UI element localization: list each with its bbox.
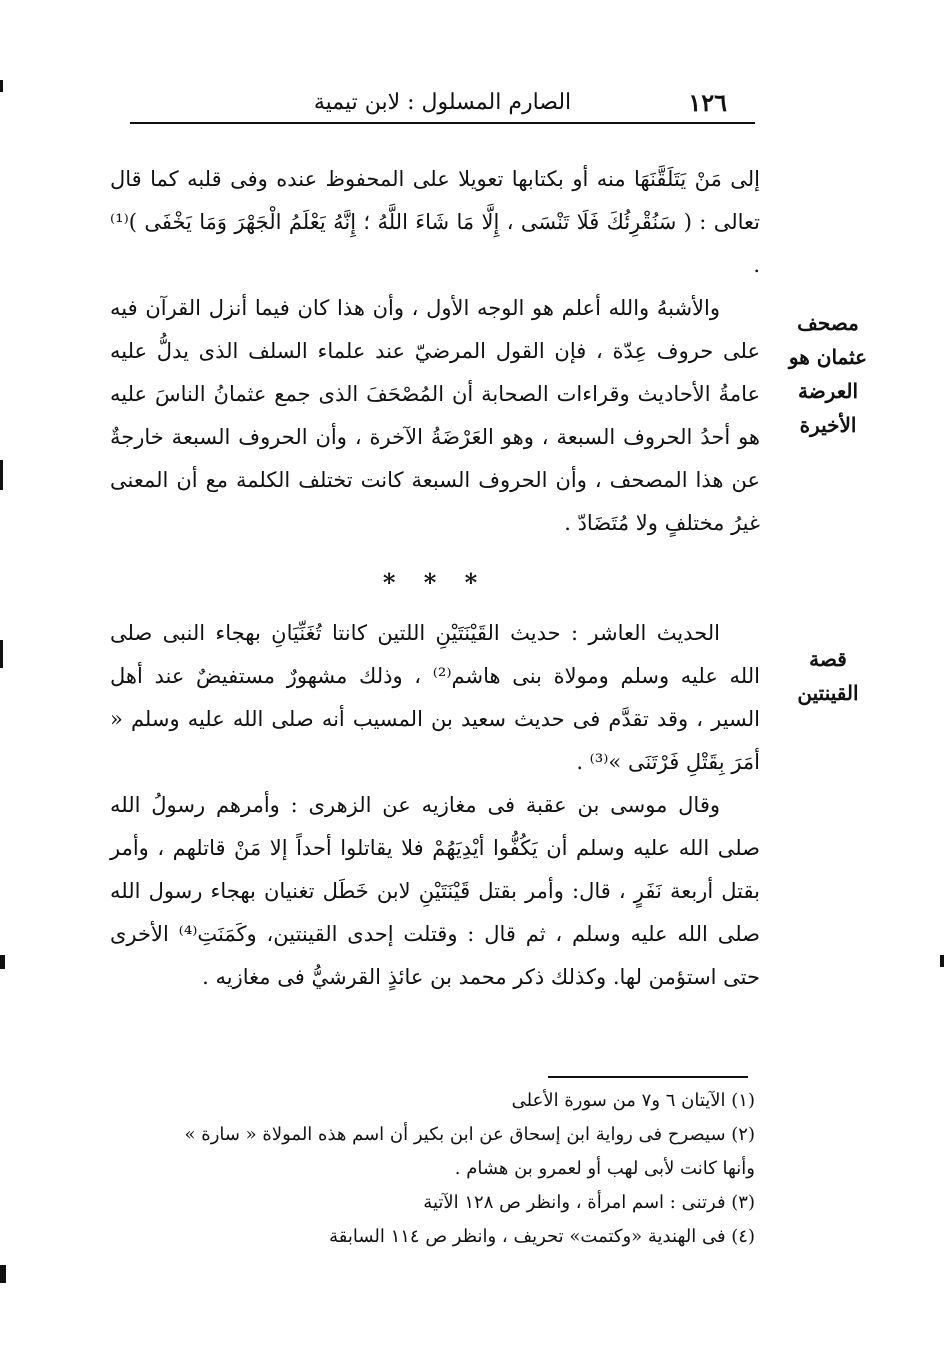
footnotes <box>150 1084 755 1254</box>
page-header <box>130 86 755 124</box>
body-section-2 <box>110 612 760 999</box>
footnote: (٢) سيصرح فى رواية ابن إسحاق عن ابن بكير أن اسم هذه المولاة « سارة » وأنها كانت لأبى لهب أو لعمرو بن هشام . <box>184 1124 755 1179</box>
scan-edge-mark <box>0 640 3 668</box>
scan-edge-mark <box>0 80 3 92</box>
scan-edge-mark <box>940 955 944 967</box>
body-section-1 <box>110 158 760 545</box>
scan-edge-mark <box>0 460 3 490</box>
paragraph: الحديث العاشر : حديث القَيْنَتَيْنِ اللتين كانتا تُغَنِّيَانِ بهجاء النبى صلى الله عليه وسلم ومولاة بنى هاشم⁽²⁾ ، وذلك مشهورٌ مستفيضٌ عند أهل السير ، وقد تقدَّم فى حديث سعيد بن المسيب أنه صلى الله عليه وسلم « أمَرَ بِقَتْلِ فَرْتَنَى »⁽³⁾ . <box>110 621 760 774</box>
page-number: ١٢٦ <box>688 88 727 117</box>
paragraph: إلى مَنْ يَتَلَقَّنَهَا منه أو بكتابها تعويلا على المحفوظ عنده وفى قلبه كما قال تعالى : ( سَنُقْرِئُكَ فَلَا تَنْسَى ، إِلَّا مَا شَاءَ اللَّهُ ؛ إِنَّهُ يَعْلَمُ الْجَهْرَ وَمَا يَخْفَى )⁽¹⁾ . <box>110 167 760 277</box>
paragraph: وقال موسى بن عقبة فى مغازيه عن الزهرى : وأمرهم رسولُ الله صلى الله عليه وسلم أن يَكُفُّوا أيْدِيَهُمْ فلا يقاتلوا أحداً إلا مَنْ قاتلهم ، وأمر بقتل أربعة نَفَرٍ ، قال: وأمر بقتل قَيْنَتَيْنِ لابن خَطَل تغنيان بهجاء رسول الله صلى الله عليه وسلم ، ثم قال : وقتلت إحدى القينتين، وكَمَنَتِ⁽⁴⁾ الأخرى حتى استؤمن لها. وكذلك ذكر محمد بن عائذٍ القرشيُّ فى مغازيه . <box>110 793 760 989</box>
footnote: (١) الآيتان ٦ و٧ من سورة الأعلى <box>511 1090 755 1111</box>
section-separator: * * * <box>382 568 488 597</box>
scan-edge-mark <box>0 955 5 969</box>
footnote: (٤) فى الهندية «وكتمت» تحريف ، وانظر ص ١١٤ السابقة <box>329 1226 755 1247</box>
margin-note-mushaf: مصحف عثمان هو العرضة الأخيرة <box>788 311 868 437</box>
margin-note-qaynatayn: قصة القينتين <box>797 647 859 705</box>
scan-edge-mark <box>0 1265 6 1283</box>
footnote: (٣) فرتنى : اسم امرأة ، وانظر ص ١٢٨ الآتية <box>423 1192 755 1213</box>
running-title: الصارم المسلول : لابن تيمية <box>313 90 572 115</box>
paragraph: والأشبهُ والله أعلم هو الوجه الأول ، وأن هذا كان فيما أنزل القرآن فيه على حروف عِدّة ، فإن القول المرضيّ عند علماء السلف الذى يدلُّ عليه عامةُ الأحاديث وقراءات الصحابة أن المُصْحَفَ الذى جمع عثمانُ الناسَ عليه هو أحدُ الحروف السبعة ، وهو العَرْضَةُ الآخرة ، وأن الحروف السبعة خارجةٌ عن هذا المصحف ، وأن الحروف السبعة كانت تختلف الكلمة مع أن المعنى غيرُ مختلفٍ ولا مُتَضَادّ . <box>110 296 760 535</box>
footnote-divider <box>548 1076 748 1078</box>
